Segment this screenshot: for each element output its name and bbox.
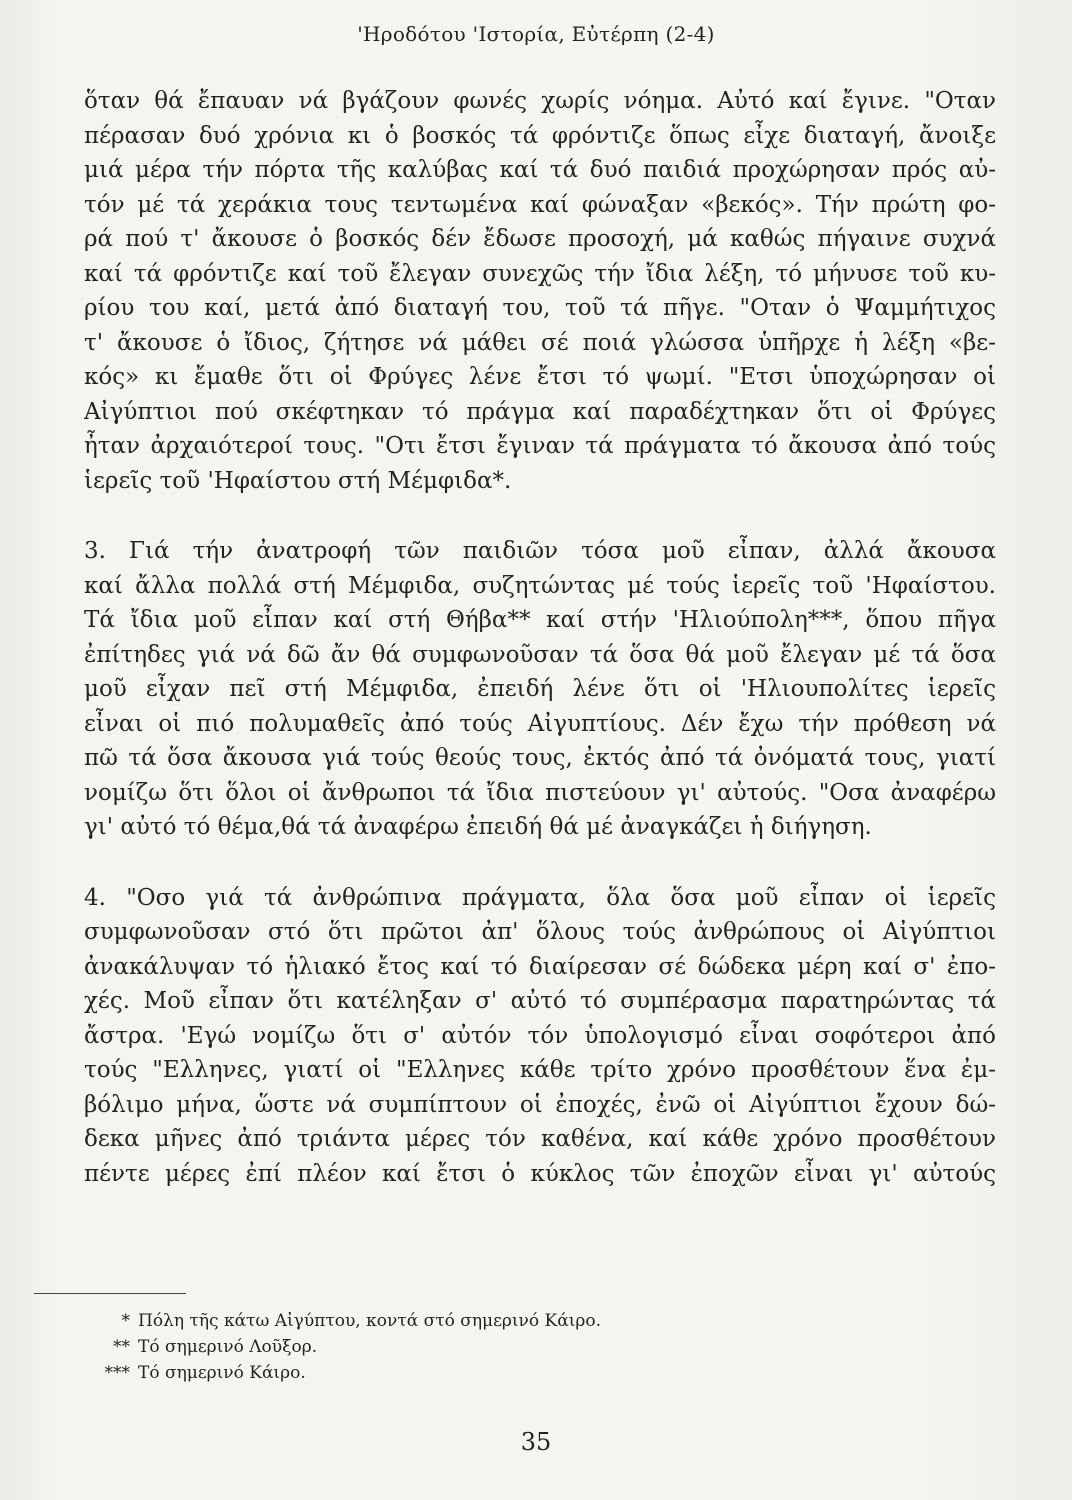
paragraph-gap — [84, 498, 996, 534]
body-text — [84, 84, 996, 1191]
text-line: γι' αὐτό τό θέμα,θά τά ἀναφέρω ἐπειδή θά μέ ἀναγκάζει ἡ διήγηση. — [84, 814, 872, 840]
text-line: ὅταν θά ἔπαυαν νά βγάζουν φωνές χωρίς νόημα. Αὐτό καί ἔγινε. "Οταν — [84, 88, 996, 114]
footnote — [78, 1334, 778, 1360]
footnote — [78, 1308, 778, 1334]
text-line: ρά πού τ' ἄκουσε ὁ βοσκός δέν ἔδωσε προσοχή, μά καθώς πήγαινε συχνά — [84, 226, 996, 252]
text-line: νομίζω ὅτι ὅλοι οἱ ἄνθρωποι τά ἴδια πιστεύουν γι' αὐτούς. "Οσα ἀναφέρω — [84, 779, 996, 806]
footnote-divider — [34, 1293, 186, 1294]
text-line: βόλιμο μήνα, ὥστε νά συμπίπτουν οἱ ἐποχές, ἐνῶ οἱ Αἰγύπτιοι ἔχουν δώ- — [84, 1091, 996, 1118]
footnote-mark: *** — [104, 1363, 130, 1383]
text-line: κός» κι ἔμαθε ὅτι οἱ Φρύγες λένε ἔτσι τό ψωμί. "Ετσι ὑποχώρησαν οἱ — [84, 364, 996, 390]
text-line: τούς "Ελληνες, γιατί οἱ "Ελληνες κάθε τρίτο χρόνο προσθέτουν ἕνα ἐμ- — [84, 1057, 996, 1083]
text-line: πῶ τά ὅσα ἄκουσα γιά τούς θεούς τους, ἐκτός ἀπό τά ὀνόματά τους, γιατί — [84, 745, 996, 771]
text-line: εἶναι οἱ πιό πολυμαθεῖς ἀπό τούς Αἰγυπτίους. Δέν ἔχω τήν πρόθεση νά — [84, 710, 996, 737]
footnote-mark: * — [121, 1311, 130, 1331]
text-line: συμφωνοῦσαν στό ὅτι πρῶτοι ἀπ' ὅλους τούς ἀνθρώπους οἱ Αἰγύπτιοι — [84, 919, 996, 945]
text-line: Τά ἴδια μοῦ εἶπαν καί στή Θήβα** καί στήν 'Ηλιούπολη***, ὅπου πῆγα — [84, 607, 996, 633]
text-line: ἀνακάλυψαν τό ἡλιακό ἔτος καί τό διαίρεσαν σέ δώδεκα μέρη καί σ' ἐπο- — [84, 953, 996, 980]
footnote-text: Τό σημερινό Κάιρο. — [138, 1363, 306, 1383]
paragraph-gap — [84, 845, 996, 881]
text-line: καί ἄλλα πολλά στή Μέμφιδα, συζητώντας μέ τούς ἱερεῖς τοῦ 'Ηφαίστου. — [84, 572, 996, 599]
text-line: ἱερεῖς τοῦ 'Ηφαίστου στή Μέμφιδα*. — [84, 467, 512, 494]
text-line: μοῦ εἶχαν πεῖ στή Μέμφιδα, ἐπειδή λένε ὅτι οἱ 'Ηλιουπολίτες ἱερεῖς — [84, 676, 996, 702]
text-line: χές. Μοῦ εἶπαν ὅτι κατέληξαν σ' αὐτό τό συμπέρασμα παρατηρώντας τά — [84, 988, 996, 1014]
text-line: δεκα μῆνες ἀπό τριάντα μέρες τόν καθένα, καί κάθε χρόνο προσθέτουν — [84, 1126, 996, 1152]
page-number: 35 — [520, 1428, 552, 1456]
text-line: ἦταν ἀρχαιότεροί τους. "Οτι ἔτσι ἔγιναν τά πράγματα τό ἄκουσα ἀπό τούς — [84, 433, 996, 459]
text-line: ἄστρα. 'Εγώ νομίζω ὅτι σ' αὐτόν τόν ὑπολογισμό εἶναι σοφότεροι ἀπό — [84, 1022, 996, 1049]
footnotes — [78, 1308, 778, 1386]
paragraph-2 — [84, 534, 996, 845]
footnote-text: Πόλη τῆς κάτω Αἰγύπτου, κοντά στό σημερινό Κάιρο. — [138, 1311, 601, 1331]
text-line: καί τά φρόντιζε καί τοῦ ἔλεγαν συνεχῶς τήν ἴδια λέξη, τό μήνυσε τοῦ κυ- — [84, 260, 996, 287]
text-line: μιά μέρα τήν πόρτα τῆς καλύβας καί τά δυό παιδιά προχώρησαν πρός αὐ- — [84, 157, 996, 183]
paragraph-1 — [84, 84, 996, 498]
text-line: πέντε μέρες ἐπί πλέον καί ἔτσι ὁ κύκλος τῶν ἐποχῶν εἶναι γι' αὐτούς — [84, 1160, 996, 1187]
paragraph-3 — [84, 881, 996, 1192]
footnote-mark: ** — [113, 1337, 130, 1357]
footnote — [78, 1360, 778, 1386]
running-head: 'Ηροδότου 'Ιστορία, Εὐτέρπη (2-4) — [357, 22, 715, 46]
footnote-text: Τό σημερινό Λοῦξορ. — [138, 1337, 318, 1357]
text-line: τόν μέ τά χεράκια τους τεντωμένα καί φώναξαν «βεκός». Τήν πρώτη φο- — [84, 191, 996, 218]
text-line: ἐπίτηδες γιά νά δῶ ἄν θά συμφωνοῦσαν τά ὅσα θά μοῦ ἔλεγαν μέ τά ὅσα — [84, 641, 996, 668]
text-line: πέρασαν δυό χρόνια κι ὁ βοσκός τά φρόντιζε ὅπως εἶχε διαταγή, ἄνοιξε — [84, 122, 996, 149]
text-line: τ' ἄκουσε ὁ ἴδιος, ζήτησε νά μάθει σέ ποιά γλώσσα ὑπῆρχε ἡ λέξη «βε- — [84, 329, 996, 356]
text-line: 4. "Οσο γιά τά ἀνθρώπινα πράγματα, ὅλα ὅσα μοῦ εἶπαν οἱ ἱερεῖς — [84, 884, 996, 911]
text-line: Αἰγύπτιοι πού σκέφτηκαν τό πράγμα καί παραδέχτηκαν ὅτι οἱ Φρύγες — [84, 398, 996, 425]
text-line: ρίου του καί, μετά ἀπό διαταγή του, τοῦ τά πῆγε. "Οταν ὁ Ψαμμήτιχος — [84, 295, 996, 321]
text-line: 3. Γιά τήν ἀνατροφή τῶν παιδιῶν τόσα μοῦ εἶπαν, ἀλλά ἄκουσα — [84, 538, 996, 564]
